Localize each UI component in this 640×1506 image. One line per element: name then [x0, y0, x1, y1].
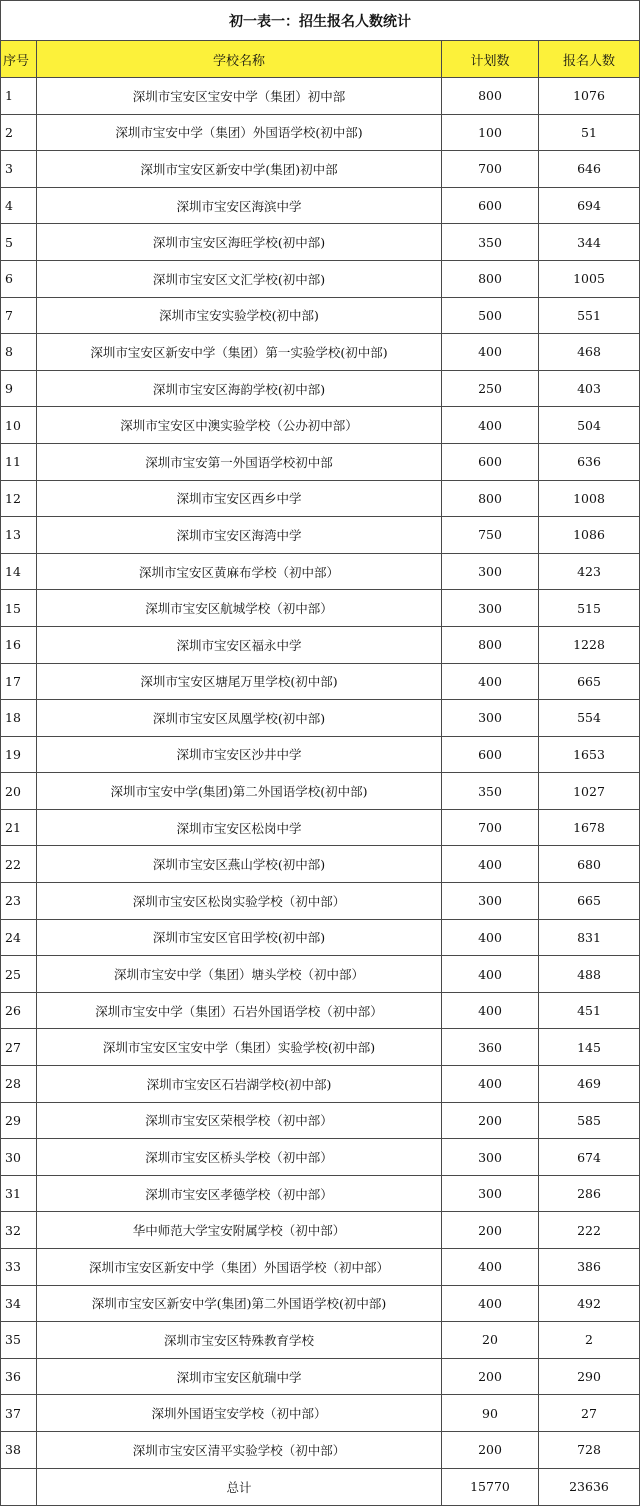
row-index: 23 — [1, 883, 37, 920]
table-row — [1, 1358, 640, 1395]
row-applicants: 554 — [539, 700, 640, 737]
row-plan: 300 — [442, 1139, 539, 1176]
row-index: 19 — [1, 736, 37, 773]
row-school-name: 深圳市宝安区清平实验学校（初中部） — [37, 1431, 442, 1468]
row-school-name: 深圳市宝安区松岗中学 — [37, 809, 442, 846]
row-applicants: 286 — [539, 1175, 640, 1212]
row-school-name: 深圳外国语宝安学校（初中部） — [37, 1395, 442, 1432]
row-school-name: 深圳市宝安区航城学校（初中部） — [37, 590, 442, 627]
row-index: 1 — [1, 78, 37, 115]
table-title-row — [1, 1, 640, 41]
row-applicants: 469 — [539, 1066, 640, 1103]
row-index: 32 — [1, 1212, 37, 1249]
row-applicants: 665 — [539, 883, 640, 920]
row-school-name: 深圳市宝安区荣根学校（初中部） — [37, 1102, 442, 1139]
row-plan: 300 — [442, 1175, 539, 1212]
row-index: 30 — [1, 1139, 37, 1176]
row-index: 5 — [1, 224, 37, 261]
row-plan: 800 — [442, 626, 539, 663]
row-school-name: 深圳市宝安区黄麻布学校（初中部） — [37, 553, 442, 590]
row-index: 26 — [1, 992, 37, 1029]
row-index: 18 — [1, 700, 37, 737]
table-row — [1, 370, 640, 407]
row-plan: 400 — [442, 992, 539, 1029]
table-row — [1, 78, 640, 115]
row-applicants: 468 — [539, 334, 640, 371]
row-index: 20 — [1, 773, 37, 810]
table-row — [1, 809, 640, 846]
row-applicants: 403 — [539, 370, 640, 407]
row-applicants: 636 — [539, 443, 640, 480]
total-plan: 15770 — [442, 1468, 539, 1505]
row-plan: 200 — [442, 1358, 539, 1395]
row-plan: 20 — [442, 1322, 539, 1359]
table-row — [1, 517, 640, 554]
row-plan: 400 — [442, 334, 539, 371]
table-row — [1, 480, 640, 517]
row-plan: 300 — [442, 883, 539, 920]
row-applicants: 1005 — [539, 260, 640, 297]
row-applicants: 1008 — [539, 480, 640, 517]
row-school-name: 深圳市宝安区新安中学(集团)第二外国语学校(初中部) — [37, 1285, 442, 1322]
row-school-name: 深圳市宝安区官田学校(初中部) — [37, 919, 442, 956]
row-applicants: 646 — [539, 151, 640, 188]
row-school-name: 深圳市宝安中学（集团）石岩外国语学校（初中部） — [37, 992, 442, 1029]
table-row — [1, 663, 640, 700]
row-index: 36 — [1, 1358, 37, 1395]
row-index: 9 — [1, 370, 37, 407]
row-applicants: 2 — [539, 1322, 640, 1359]
row-applicants: 1678 — [539, 809, 640, 846]
row-plan: 90 — [442, 1395, 539, 1432]
row-plan: 400 — [442, 663, 539, 700]
row-school-name: 深圳市宝安区航瑞中学 — [37, 1358, 442, 1395]
row-plan: 600 — [442, 443, 539, 480]
table-row — [1, 1431, 640, 1468]
row-index: 17 — [1, 663, 37, 700]
row-index: 21 — [1, 809, 37, 846]
row-plan: 400 — [442, 956, 539, 993]
row-applicants: 1086 — [539, 517, 640, 554]
row-applicants: 551 — [539, 297, 640, 334]
row-index: 15 — [1, 590, 37, 627]
table-row — [1, 1285, 640, 1322]
row-index: 22 — [1, 846, 37, 883]
table-row — [1, 260, 640, 297]
row-applicants: 728 — [539, 1431, 640, 1468]
row-school-name: 深圳市宝安中学（集团）塘头学校（初中部） — [37, 956, 442, 993]
table-row — [1, 1029, 640, 1066]
row-school-name: 深圳市宝安区海韵学校(初中部) — [37, 370, 442, 407]
row-school-name: 深圳市宝安区海旺学校(初中部) — [37, 224, 442, 261]
row-school-name: 深圳市宝安区海滨中学 — [37, 187, 442, 224]
row-school-name: 深圳市宝安区西乡中学 — [37, 480, 442, 517]
row-school-name: 深圳市宝安区中澳实验学校（公办初中部） — [37, 407, 442, 444]
row-index: 29 — [1, 1102, 37, 1139]
table-row — [1, 1102, 640, 1139]
row-plan: 200 — [442, 1212, 539, 1249]
row-school-name: 深圳市宝安区宝安中学（集团）初中部 — [37, 78, 442, 115]
total-applicants: 23636 — [539, 1468, 640, 1505]
row-index: 33 — [1, 1249, 37, 1286]
row-index: 13 — [1, 517, 37, 554]
row-school-name: 深圳市宝安第一外国语学校初中部 — [37, 443, 442, 480]
row-plan: 600 — [442, 736, 539, 773]
row-school-name: 深圳市宝安区塘尾万里学校(初中部) — [37, 663, 442, 700]
row-plan: 360 — [442, 1029, 539, 1066]
row-index: 34 — [1, 1285, 37, 1322]
row-applicants: 1076 — [539, 78, 640, 115]
table-row — [1, 151, 640, 188]
row-school-name: 深圳市宝安区石岩湖学校(初中部) — [37, 1066, 442, 1103]
row-applicants: 674 — [539, 1139, 640, 1176]
row-index: 25 — [1, 956, 37, 993]
row-index: 35 — [1, 1322, 37, 1359]
row-plan: 250 — [442, 370, 539, 407]
row-applicants: 680 — [539, 846, 640, 883]
header-index: 序号 — [1, 41, 37, 78]
row-plan: 100 — [442, 114, 539, 151]
header-applicants: 报名人数 — [539, 41, 640, 78]
row-applicants: 344 — [539, 224, 640, 261]
table-row — [1, 919, 640, 956]
table-row — [1, 590, 640, 627]
row-index: 28 — [1, 1066, 37, 1103]
row-school-name: 深圳市宝安实验学校(初中部) — [37, 297, 442, 334]
row-applicants: 504 — [539, 407, 640, 444]
row-plan: 300 — [442, 590, 539, 627]
row-plan: 400 — [442, 919, 539, 956]
table-row — [1, 956, 640, 993]
row-school-name: 深圳市宝安区宝安中学（集团）实验学校(初中部) — [37, 1029, 442, 1066]
row-index: 24 — [1, 919, 37, 956]
row-index: 27 — [1, 1029, 37, 1066]
table-row — [1, 407, 640, 444]
row-plan: 700 — [442, 809, 539, 846]
table-row — [1, 1175, 640, 1212]
row-plan: 700 — [442, 151, 539, 188]
row-index: 31 — [1, 1175, 37, 1212]
row-index: 14 — [1, 553, 37, 590]
table-body — [1, 78, 640, 1469]
row-plan: 400 — [442, 1066, 539, 1103]
row-school-name: 深圳市宝安区新安中学(集团)初中部 — [37, 151, 442, 188]
row-applicants: 694 — [539, 187, 640, 224]
row-plan: 800 — [442, 78, 539, 115]
row-plan: 200 — [442, 1431, 539, 1468]
row-index: 12 — [1, 480, 37, 517]
row-applicants: 27 — [539, 1395, 640, 1432]
row-plan: 400 — [442, 1249, 539, 1286]
row-school-name: 深圳市宝安区新安中学（集团）第一实验学校(初中部) — [37, 334, 442, 371]
row-plan: 350 — [442, 224, 539, 261]
table-row — [1, 187, 640, 224]
row-school-name: 深圳市宝安区桥头学校（初中部） — [37, 1139, 442, 1176]
row-plan: 300 — [442, 700, 539, 737]
row-index: 37 — [1, 1395, 37, 1432]
row-index: 8 — [1, 334, 37, 371]
header-plan: 计划数 — [442, 41, 539, 78]
row-plan: 800 — [442, 260, 539, 297]
row-applicants: 492 — [539, 1285, 640, 1322]
row-applicants: 222 — [539, 1212, 640, 1249]
row-plan: 500 — [442, 297, 539, 334]
row-applicants: 1653 — [539, 736, 640, 773]
row-applicants: 1228 — [539, 626, 640, 663]
row-applicants: 386 — [539, 1249, 640, 1286]
row-school-name: 深圳市宝安区松岗实验学校（初中部） — [37, 883, 442, 920]
row-applicants: 51 — [539, 114, 640, 151]
table-row — [1, 883, 640, 920]
row-applicants: 423 — [539, 553, 640, 590]
row-school-name: 深圳市宝安区新安中学（集团）外国语学校（初中部） — [37, 1249, 442, 1286]
row-applicants: 488 — [539, 956, 640, 993]
row-plan: 750 — [442, 517, 539, 554]
table-row — [1, 224, 640, 261]
total-index-cell — [1, 1468, 37, 1505]
row-school-name: 深圳市宝安区海湾中学 — [37, 517, 442, 554]
row-plan: 400 — [442, 846, 539, 883]
table-row — [1, 1322, 640, 1359]
row-applicants: 290 — [539, 1358, 640, 1395]
row-index: 2 — [1, 114, 37, 151]
row-applicants: 585 — [539, 1102, 640, 1139]
header-school: 学校名称 — [37, 41, 442, 78]
table-row — [1, 992, 640, 1029]
row-applicants: 831 — [539, 919, 640, 956]
table-row — [1, 1212, 640, 1249]
table-row — [1, 626, 640, 663]
table-row — [1, 736, 640, 773]
row-plan: 200 — [442, 1102, 539, 1139]
row-index: 6 — [1, 260, 37, 297]
row-plan: 800 — [442, 480, 539, 517]
row-applicants: 145 — [539, 1029, 640, 1066]
row-school-name: 深圳市宝安区沙井中学 — [37, 736, 442, 773]
row-applicants: 665 — [539, 663, 640, 700]
row-applicants: 1027 — [539, 773, 640, 810]
table-row — [1, 114, 640, 151]
row-index: 10 — [1, 407, 37, 444]
table-row — [1, 846, 640, 883]
row-index: 4 — [1, 187, 37, 224]
table-row — [1, 297, 640, 334]
row-plan: 600 — [442, 187, 539, 224]
row-plan: 350 — [442, 773, 539, 810]
row-school-name: 深圳市宝安区燕山学校(初中部) — [37, 846, 442, 883]
table-row — [1, 1139, 640, 1176]
row-plan: 400 — [442, 1285, 539, 1322]
row-applicants: 451 — [539, 992, 640, 1029]
table-header-row — [1, 41, 640, 78]
row-school-name: 华中师范大学宝安附属学校（初中部） — [37, 1212, 442, 1249]
row-school-name: 深圳市宝安中学（集团）外国语学校(初中部) — [37, 114, 442, 151]
table-title: 初一表一：招生报名人数统计 — [1, 1, 640, 41]
row-index: 38 — [1, 1431, 37, 1468]
table-row — [1, 334, 640, 371]
row-plan: 400 — [442, 407, 539, 444]
table-row — [1, 1395, 640, 1432]
table-row — [1, 1066, 640, 1103]
table-row — [1, 700, 640, 737]
row-index: 11 — [1, 443, 37, 480]
total-row — [1, 1468, 640, 1505]
row-school-name: 深圳市宝安区孝德学校（初中部） — [37, 1175, 442, 1212]
row-plan: 300 — [442, 553, 539, 590]
table-row — [1, 553, 640, 590]
row-school-name: 深圳市宝安区特殊教育学校 — [37, 1322, 442, 1359]
row-school-name: 深圳市宝安中学(集团)第二外国语学校(初中部) — [37, 773, 442, 810]
row-school-name: 深圳市宝安区福永中学 — [37, 626, 442, 663]
row-index: 7 — [1, 297, 37, 334]
table-row — [1, 443, 640, 480]
row-school-name: 深圳市宝安区文汇学校(初中部) — [37, 260, 442, 297]
total-label: 总计 — [37, 1468, 442, 1505]
table-row — [1, 1249, 640, 1286]
row-applicants: 515 — [539, 590, 640, 627]
row-index: 16 — [1, 626, 37, 663]
row-index: 3 — [1, 151, 37, 188]
row-school-name: 深圳市宝安区凤凰学校(初中部) — [37, 700, 442, 737]
table-row — [1, 773, 640, 810]
